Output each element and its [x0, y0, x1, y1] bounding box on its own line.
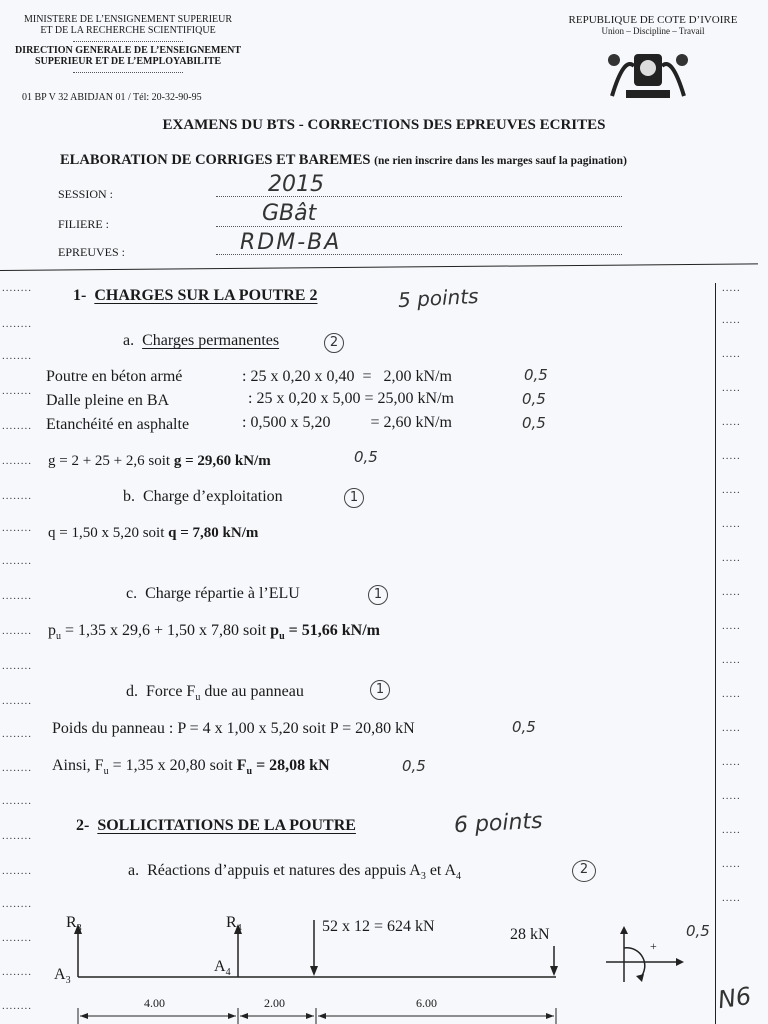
section1a-heading	[123, 332, 279, 350]
section1d-heading	[126, 683, 304, 703]
dim-label-1: 4.00	[144, 996, 165, 1010]
section1d-title-post: due au panneau	[200, 683, 304, 700]
margin-dots: ........	[2, 522, 32, 534]
point-load-text: 28 kN	[510, 926, 550, 943]
point-load-arrowhead	[550, 966, 558, 976]
score-circle: 1	[370, 680, 390, 700]
section2-num: 2-	[76, 817, 90, 834]
ainsi-line	[52, 757, 330, 777]
r3-sub: 3	[76, 923, 82, 935]
q-result: q = 7,80 kN/m	[168, 525, 259, 541]
load-arrowhead	[310, 966, 318, 976]
section1-num: 1-	[73, 287, 87, 304]
republic-motto: Union – Discipline – Travail	[601, 26, 705, 36]
margin-dots: .....	[722, 382, 741, 394]
margin-dots: ........	[2, 830, 32, 842]
margin-dots: .....	[722, 314, 741, 326]
dim-arrowhead	[228, 1013, 236, 1019]
session-value: 2015	[268, 172, 324, 197]
margin-dots: .....	[722, 722, 741, 734]
dim-arrowhead	[240, 1013, 248, 1019]
margin-dots: .....	[722, 858, 741, 870]
row-seal-score: 0,5	[522, 414, 546, 432]
republic-title: REPUBLIQUE DE COTE D’IVOIRE	[568, 14, 738, 26]
ainsi-score: 0,5	[402, 757, 426, 775]
row-slab-calc: : 25 x 0,20 x 5,00 = 25,00 kN/m	[248, 390, 454, 407]
section1-title: CHARGES SUR LA POUTRE 2	[94, 287, 318, 304]
margin-dots: .....	[722, 688, 741, 700]
frame-top-border	[0, 263, 758, 271]
page-title: EXAMENS DU BTS - CORRECTIONS DES EPREUVES ECRITES	[162, 117, 606, 133]
row-slab-label: Dalle pleine en BA	[46, 392, 170, 409]
row-seal-label: Etanchéité en asphalte	[46, 416, 190, 433]
g-score: 0,5	[354, 448, 378, 466]
g-result: g = 29,60 kN/m	[173, 453, 271, 469]
section1a-label: a.	[123, 332, 135, 349]
g-formula: g = 2 + 25 + 2,6 soit	[48, 453, 174, 469]
section1d-title-sub: u	[195, 692, 201, 704]
dim-arrowhead	[80, 1013, 88, 1019]
ainsi-result-symbol: F	[236, 757, 247, 774]
session-label: SESSION :	[58, 187, 114, 201]
dim-arrowhead	[306, 1013, 314, 1019]
ministry-line2: ET DE LA RECHERCHE SCIENTIFIQUE	[40, 25, 216, 36]
section1c-title: Charge répartie à l’ELU	[145, 585, 300, 602]
direction-line2: SUPERIEUR ET DE L’EMPLOYABILITE	[34, 56, 222, 67]
r4-label	[226, 914, 242, 934]
margin-dots: .....	[722, 756, 741, 768]
dim-label-2: 2.00	[264, 996, 285, 1010]
section1b-title: Charge d’exploitation	[143, 488, 283, 505]
sign-moment-arc	[624, 948, 645, 978]
section2a-heading	[128, 862, 461, 882]
section1-points: 5 points	[397, 283, 480, 313]
filiere-line	[216, 226, 622, 227]
poids-score: 0,5	[512, 718, 536, 736]
section2-points: 6 points	[453, 808, 544, 839]
margin-dots: .....	[722, 654, 741, 666]
margin-dots: ........	[2, 728, 32, 740]
ainsi-mid: = 1,35 x 20,80 soit	[108, 757, 237, 774]
divider	[73, 69, 183, 73]
margin-dots: ........	[2, 282, 32, 294]
epreuves-label: EPREUVES :	[58, 245, 126, 259]
row-beam-score: 0,5	[524, 366, 548, 384]
margin-dots: .....	[722, 824, 741, 836]
section1b-label: b.	[123, 488, 135, 505]
score-circle: 1	[344, 488, 364, 508]
pu-result-symbol: p	[270, 622, 280, 639]
sign-score: 0,5	[686, 922, 710, 940]
margin-dots: ........	[2, 420, 32, 432]
margin-dots: .....	[722, 348, 741, 360]
margin-dots: .....	[722, 892, 741, 904]
ainsi-sub: u	[103, 766, 109, 778]
section2-title: SOLLICITATIONS DE LA POUTRE	[97, 817, 356, 834]
filiere-label: FILIERE :	[58, 217, 109, 231]
score-circle: 1	[368, 585, 388, 605]
margin-dots: .....	[722, 552, 741, 564]
q-formula: q = 1,50 x 5,20 soit	[48, 525, 169, 541]
ainsi-pre: Ainsi, F	[52, 757, 104, 774]
a4-sub: 4	[225, 967, 231, 979]
margin-dots: ........	[2, 660, 32, 672]
frame-right-border	[715, 283, 716, 1024]
margin-dots: ........	[2, 490, 32, 502]
filiere-value: GBât	[262, 201, 317, 226]
subtitle-note: (ne rien inscrire dans les marges sauf la pagination)	[374, 155, 627, 167]
a3-symbol: A	[54, 966, 66, 983]
margin-dots: ........	[2, 555, 32, 567]
sign-plus: +	[650, 939, 657, 953]
subtitle-main: ELABORATION DE CORRIGES ET BAREMES	[60, 152, 371, 168]
q-line	[48, 525, 258, 542]
margin-dots: ........	[2, 966, 32, 978]
load-text: 52 x 12 = 624 kN	[322, 918, 435, 935]
margin-dots: ........	[2, 590, 32, 602]
a3-sub: 3	[65, 975, 71, 987]
score-circle: 2	[572, 860, 596, 882]
dim-label-3: 6.00	[416, 996, 437, 1010]
dim-arrowhead	[318, 1013, 326, 1019]
section2a-label: a.	[128, 862, 140, 879]
margin-dots: ........	[2, 795, 32, 807]
pu-symbol: p	[48, 622, 56, 639]
margin-dots: .....	[722, 620, 741, 632]
section1c-label: c.	[126, 585, 138, 602]
r4-symbol: R	[226, 914, 237, 931]
divider	[73, 38, 183, 42]
margin-dots: .....	[722, 416, 741, 428]
r4-sub: 4	[236, 923, 242, 935]
ministry-header	[8, 14, 248, 73]
margin-dots: ........	[2, 455, 32, 467]
margin-dots: .....	[722, 790, 741, 802]
page-number: N6	[716, 981, 754, 1015]
sign-moment-arrowhead	[636, 974, 644, 982]
poids-line: Poids du panneau : P = 4 x 1,00 x 5,20 soit P = 20,80 kN	[52, 720, 415, 737]
ainsi-result-sub: u	[246, 766, 253, 778]
section2a-mid: et A	[425, 862, 457, 879]
pu-line	[48, 622, 380, 642]
margin-dots: .....	[722, 282, 741, 294]
a4-symbol: A	[214, 958, 226, 975]
section1a-title: Charges permanentes	[142, 332, 280, 349]
row-slab-score: 0,5	[522, 390, 546, 408]
pu-formula: = 1,35 x 29,6 + 1,50 x 7,80 soit	[61, 622, 271, 639]
republic-header	[548, 14, 758, 36]
margin-dots: ........	[2, 762, 32, 774]
sign-y-arrowhead	[620, 926, 628, 934]
section2a-sub2: 4	[456, 871, 462, 883]
address: 01 BP V 32 ABIDJAN 01 / Tél: 20-32-90-95	[22, 92, 202, 103]
subtitle	[60, 152, 627, 169]
section2-heading	[76, 817, 356, 835]
a4-label	[214, 958, 231, 978]
section2a-sub1: 3	[420, 871, 426, 883]
margin-dots: .....	[722, 484, 741, 496]
section1d-label: d.	[126, 683, 138, 700]
section1-heading	[73, 287, 317, 305]
r3-symbol: R	[66, 914, 77, 931]
g-line	[48, 453, 271, 470]
margin-dots: ........	[2, 695, 32, 707]
section1d-title-pre: Force F	[146, 683, 196, 700]
score-circle: 2	[324, 333, 344, 353]
coat-of-arms-icon	[604, 46, 692, 104]
dim-arrowhead	[546, 1013, 554, 1019]
row-beam-calc: : 25 x 0,20 x 0,40 = 2,00 kN/m	[242, 368, 452, 385]
margin-dots: ........	[2, 318, 32, 330]
ministry-line1: MINISTERE DE L’ENSIGNEMENT SUPERIEUR	[23, 14, 233, 25]
pu-subscript: u	[56, 631, 61, 643]
margin-dots: ........	[2, 865, 32, 877]
row-beam-label: Poutre en béton armé	[46, 368, 183, 385]
pu-result-subscript: u	[279, 631, 285, 643]
ainsi-result: = 28,08 kN	[252, 757, 330, 774]
margin-dots: ........	[2, 625, 32, 637]
row-seal-calc: : 0,500 x 5,20 = 2,60 kN/m	[242, 414, 452, 431]
sign-x-arrowhead	[676, 958, 684, 966]
margin-dots: ........	[2, 898, 32, 910]
margin-dots: .....	[722, 586, 741, 598]
margin-dots: ........	[2, 350, 32, 362]
a3-label	[54, 966, 71, 986]
pu-result: = 51,66 kN/m	[284, 622, 380, 639]
margin-dots: ........	[2, 385, 32, 397]
section2a-title-pre: Réactions d’appuis et natures des appuis A	[147, 862, 421, 879]
r3-label	[66, 914, 82, 934]
margin-dots: ........	[2, 1000, 32, 1012]
section1b-heading	[123, 488, 283, 506]
margin-dots: .....	[722, 450, 741, 462]
epreuves-value: RDM-BA	[240, 230, 342, 255]
direction-line1: DIRECTION GENERALE DE L’ENSEIGNEMENT	[14, 45, 242, 56]
section1c-heading	[126, 585, 300, 603]
margin-dots: ........	[2, 932, 32, 944]
margin-dots: .....	[722, 518, 741, 530]
